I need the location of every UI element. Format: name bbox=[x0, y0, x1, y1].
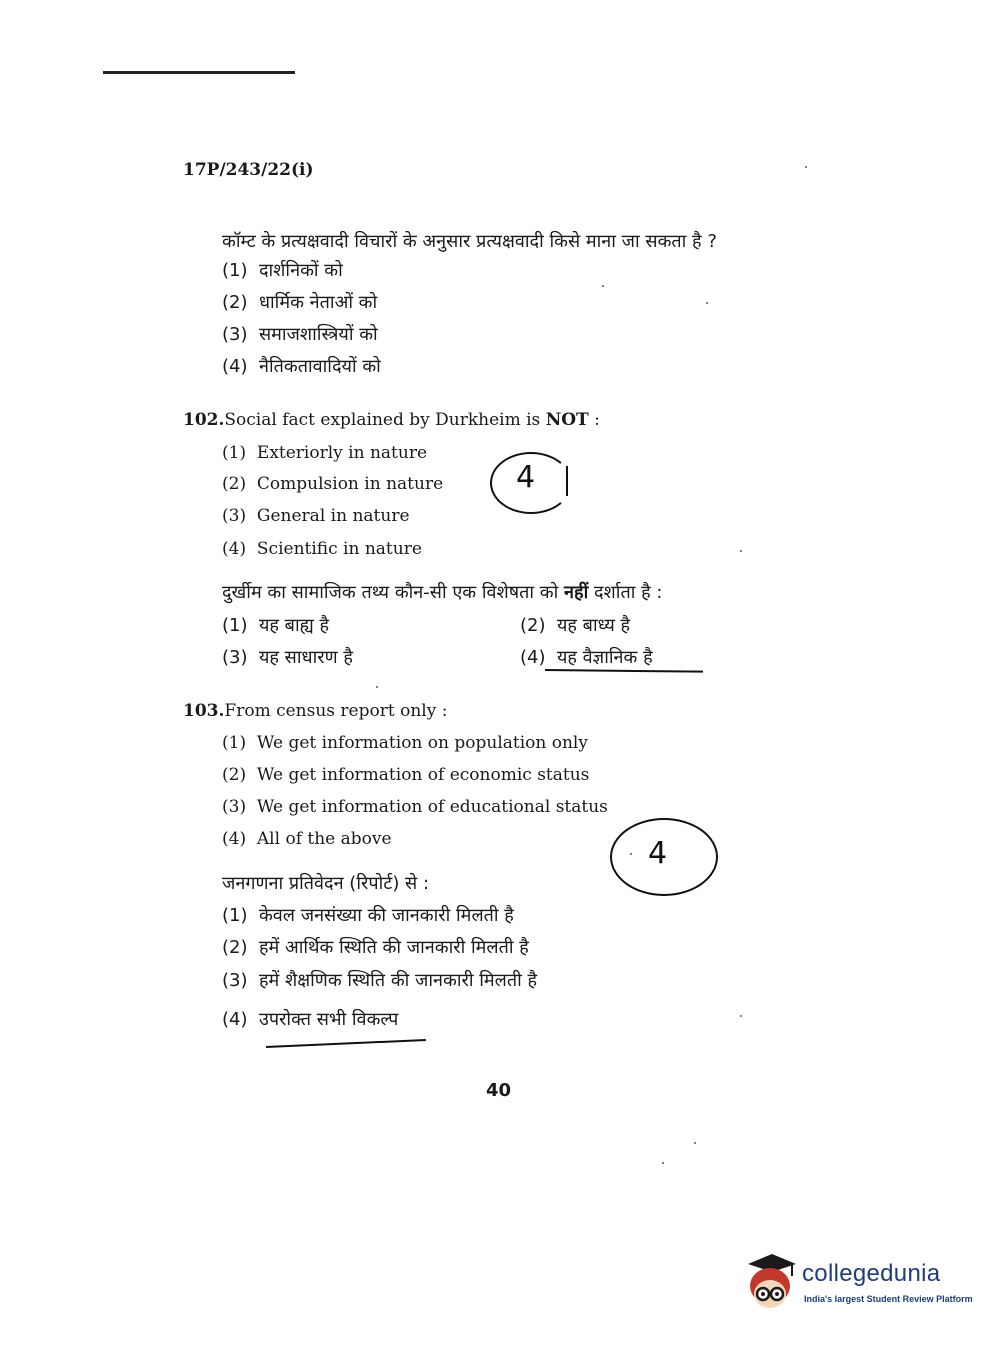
option-number: (1) bbox=[222, 733, 247, 753]
brand-tagline: India's largest Student Review Platform bbox=[804, 1294, 973, 1304]
option-number: (3) bbox=[222, 506, 247, 526]
question-text: From census report only : bbox=[224, 701, 448, 721]
collegedunia-watermark bbox=[742, 1250, 972, 1320]
q101-option-3 bbox=[222, 322, 378, 346]
handwritten-answer: 4 bbox=[516, 460, 536, 495]
q102-option-4 bbox=[222, 539, 422, 559]
scan-speck bbox=[376, 686, 378, 688]
q102-hi-option-1 bbox=[222, 613, 329, 637]
option-number: (3) bbox=[222, 970, 248, 991]
option-text: We get information on population only bbox=[256, 733, 588, 753]
q102-option-2 bbox=[222, 474, 443, 494]
option-number: (4) bbox=[222, 829, 247, 849]
answer-underline bbox=[545, 669, 703, 673]
q103-option-4 bbox=[222, 829, 392, 849]
q103-option-2 bbox=[222, 765, 589, 785]
question-number: 102. bbox=[183, 410, 225, 430]
q103-hi-option-2 bbox=[222, 935, 529, 959]
option-text: हमें आर्थिक स्थिति की जानकारी मिलती है bbox=[258, 937, 529, 958]
option-text: All of the above bbox=[256, 829, 392, 849]
q102-question-en bbox=[183, 410, 600, 430]
scan-speck bbox=[602, 285, 604, 287]
option-number: (1) bbox=[222, 260, 248, 281]
option-number: (4) bbox=[520, 647, 546, 668]
option-number: (1) bbox=[222, 905, 248, 926]
q101-option-4 bbox=[222, 354, 381, 378]
q102-hi-option-2 bbox=[520, 613, 630, 637]
q103-hi-option-1 bbox=[222, 903, 514, 927]
option-number: (4) bbox=[222, 1009, 248, 1030]
paper-code: 17P/243/22(i) bbox=[183, 160, 314, 180]
option-text: यह वैज्ञानिक है bbox=[556, 647, 653, 668]
option-number: (2) bbox=[222, 765, 247, 785]
q102-option-3 bbox=[222, 506, 410, 526]
q101-option-2 bbox=[222, 290, 377, 314]
answer-dot bbox=[630, 853, 632, 855]
scan-speck bbox=[662, 1162, 664, 1164]
option-text: हमें शैक्षणिक स्थिति की जानकारी मिलती है bbox=[258, 970, 538, 991]
question-emphasis: NOT bbox=[545, 410, 589, 430]
option-number: (2) bbox=[222, 292, 248, 313]
option-number: (3) bbox=[222, 647, 248, 668]
question-tail: दर्शाता है : bbox=[593, 582, 663, 603]
option-number: (4) bbox=[222, 356, 248, 377]
scan-speck bbox=[740, 550, 742, 552]
question-text: Social fact explained by Durkheim is bbox=[224, 410, 541, 430]
option-text: Exteriorly in nature bbox=[256, 443, 428, 463]
q103-question-hi: जनगणना प्रतिवेदन (रिपोर्ट) से : bbox=[222, 873, 430, 894]
q103-hi-option-3 bbox=[222, 968, 537, 992]
q103-hi-option-4 bbox=[222, 1007, 398, 1031]
page-number: 40 bbox=[486, 1080, 512, 1101]
option-text: दार्शनिकों को bbox=[258, 260, 343, 281]
option-number: (2) bbox=[222, 474, 247, 494]
answer-circle-stroke bbox=[566, 466, 568, 496]
option-text: केवल जनसंख्या की जानकारी मिलती है bbox=[258, 905, 514, 926]
handwritten-answer: 4 bbox=[648, 836, 668, 871]
option-text: We get information of educational status bbox=[256, 797, 608, 817]
q103-option-3 bbox=[222, 797, 608, 817]
option-number: (3) bbox=[222, 324, 248, 345]
q101-question-hi: कॉम्ट के प्रत्यक्षवादी विचारों के अनुसार प्रत्यक्षवादी किसे माना जा सकता है ? bbox=[222, 231, 717, 252]
option-text: We get information of economic status bbox=[256, 765, 590, 785]
question-number: 103. bbox=[183, 701, 225, 721]
option-text: General in nature bbox=[256, 506, 410, 526]
scan-speck bbox=[740, 1015, 742, 1017]
answer-underline bbox=[266, 1039, 426, 1048]
option-text: Scientific in nature bbox=[256, 539, 422, 559]
option-number: (1) bbox=[222, 615, 248, 636]
question-text: दुर्खीम का सामाजिक तथ्य कौन-सी एक विशेषता को bbox=[222, 582, 559, 603]
q103-option-1 bbox=[222, 733, 588, 753]
q102-hi-option-3 bbox=[222, 645, 353, 669]
option-number: (2) bbox=[222, 937, 248, 958]
option-text: Compulsion in nature bbox=[256, 474, 444, 494]
option-text: यह साधारण है bbox=[258, 647, 353, 668]
option-number: (4) bbox=[222, 539, 247, 559]
scan-speck bbox=[805, 166, 807, 168]
option-number: (1) bbox=[222, 443, 247, 463]
q103-question-en bbox=[183, 701, 447, 721]
question-emphasis: नहीं bbox=[564, 582, 589, 603]
scan-speck bbox=[706, 302, 708, 304]
q102-question-hi bbox=[222, 580, 662, 604]
q102-hi-option-4 bbox=[520, 645, 653, 669]
scan-speck bbox=[694, 1142, 696, 1144]
option-text: नैतिकतावादियों को bbox=[258, 356, 381, 377]
top-rule bbox=[103, 71, 295, 74]
option-text: उपरोक्त सभी विकल्प bbox=[258, 1009, 399, 1030]
q101-option-1 bbox=[222, 258, 343, 282]
option-number: (2) bbox=[520, 615, 546, 636]
option-text: यह बाह्य है bbox=[258, 615, 330, 636]
question-colon: : bbox=[594, 410, 600, 430]
q102-option-1 bbox=[222, 443, 427, 463]
option-number: (3) bbox=[222, 797, 247, 817]
mascot-logo-icon bbox=[742, 1250, 800, 1316]
option-text: धार्मिक नेताओं को bbox=[258, 292, 378, 313]
option-text: समाजशास्त्रियों को bbox=[258, 324, 378, 345]
option-text: यह बाध्य है bbox=[556, 615, 631, 636]
brand-name: collegedunia bbox=[802, 1260, 941, 1287]
